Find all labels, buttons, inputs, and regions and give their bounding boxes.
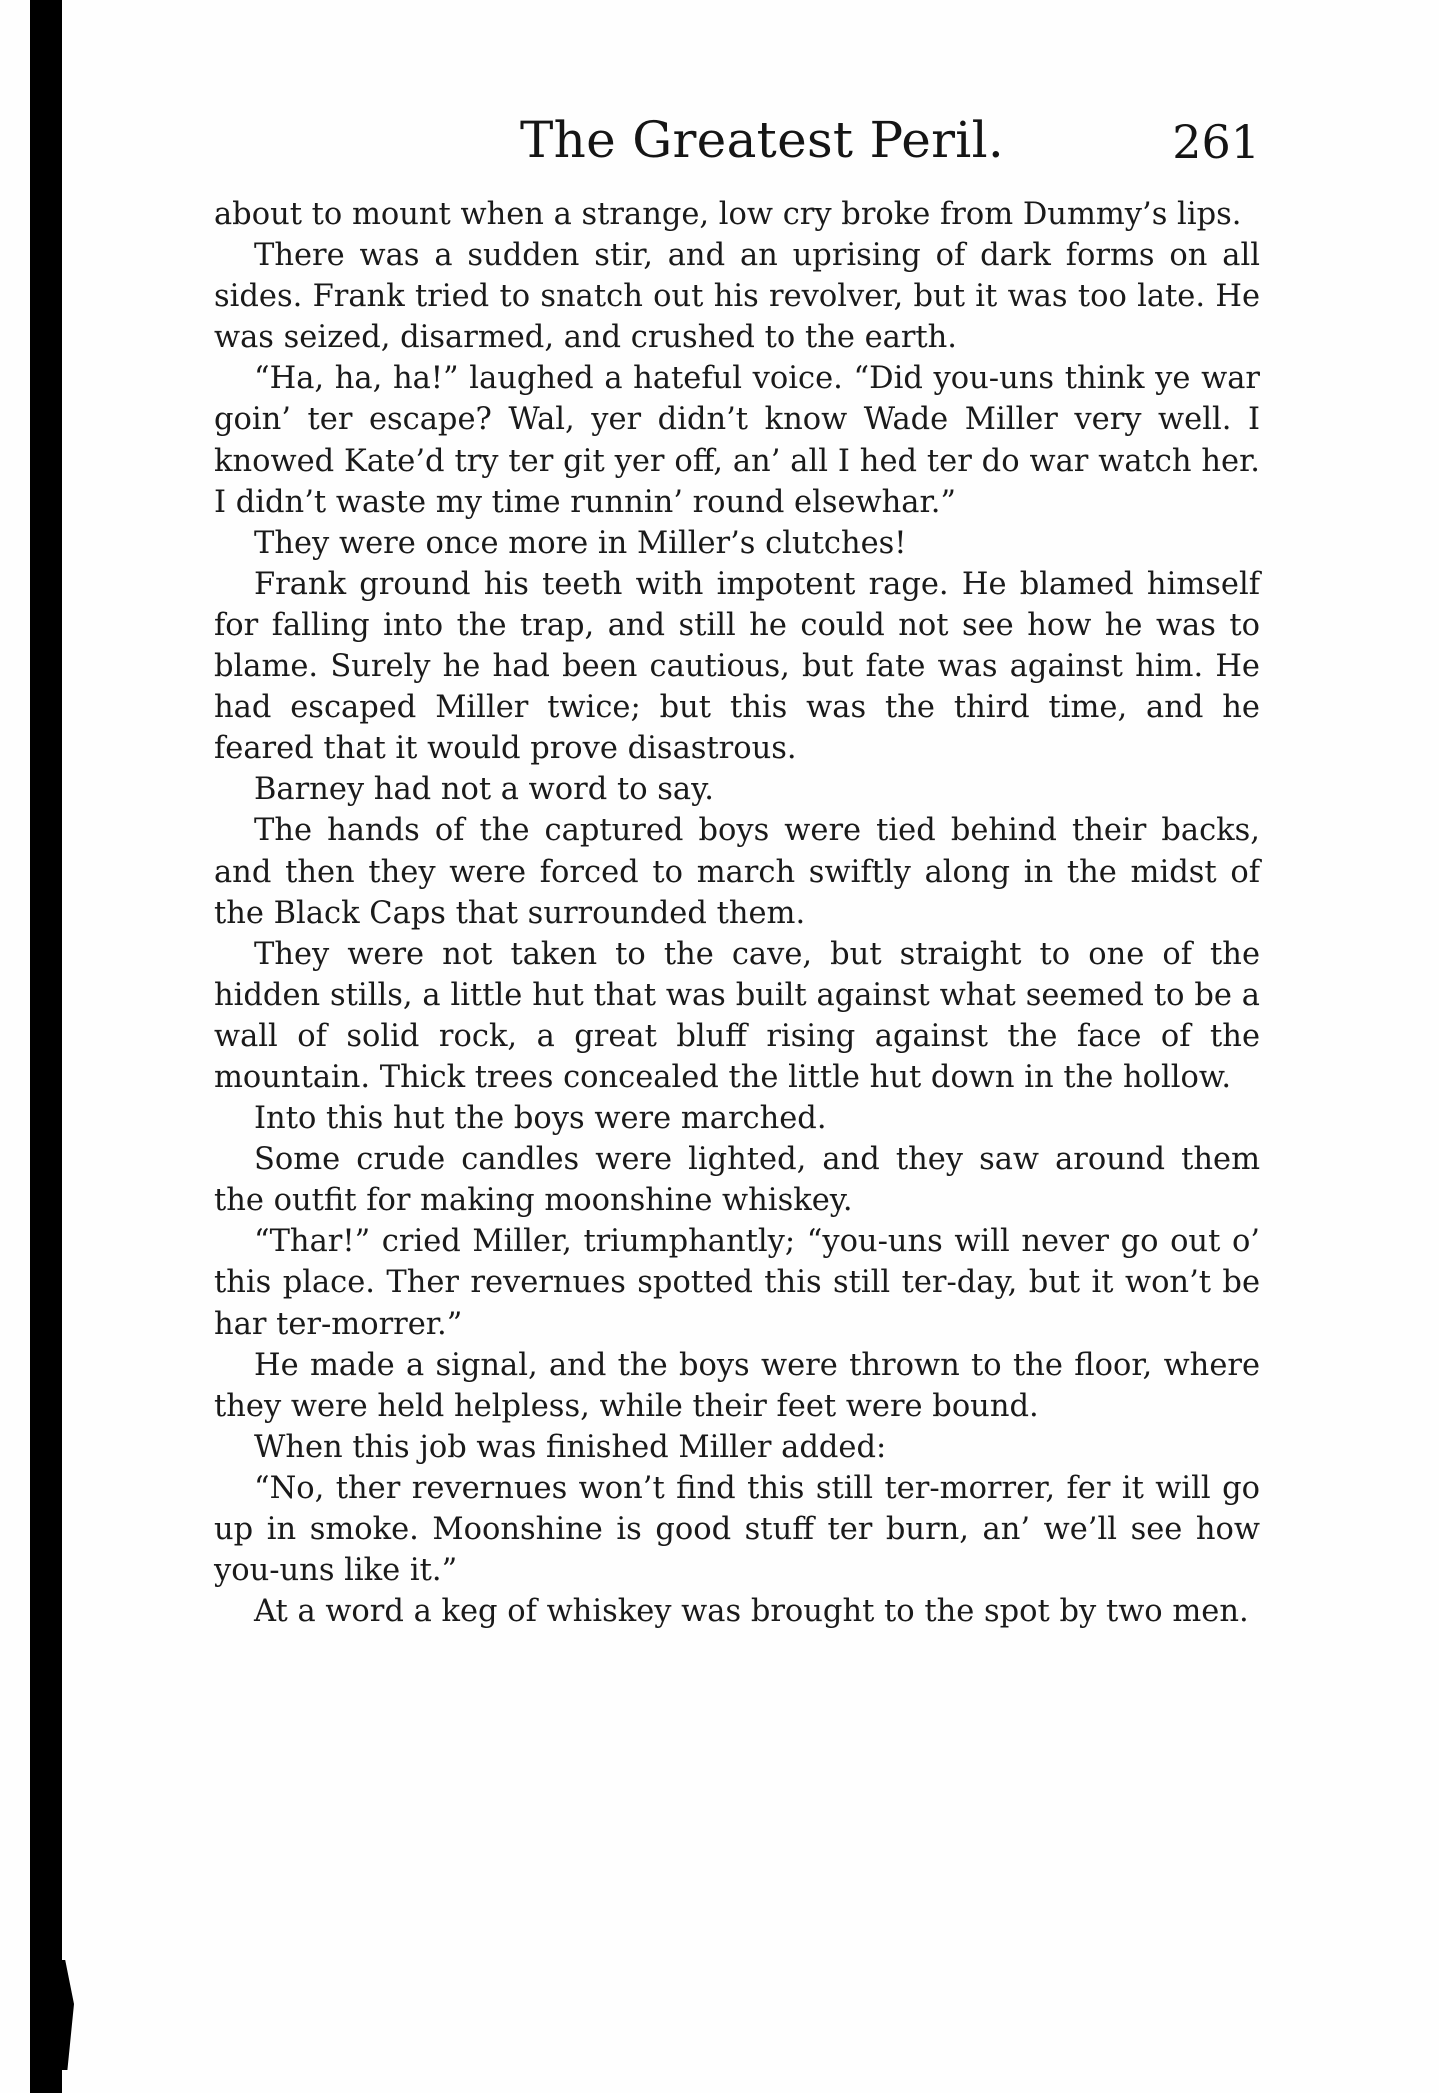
paragraph: Frank ground his teeth with impotent rage. He blamed himself for falling into the trap, and still he could not see how he was to blame. Surely he had been cautious, but fate was against him. He had escaped Miller twice; but this was the third time, and he feared that it would prove disastrous. (214, 566, 1260, 767)
paragraph: They were once more in Miller’s clutches! (254, 525, 907, 561)
paragraph: “Ha, ha, ha!” laughed a hateful voice. “Did you-uns think ye war goin’ ter escape? Wal, yer didn’t know Wade Miller very well. I knowed Kate’d try ter git yer off, an’ all I hed ter do war watch her. I didn’t waste my time runnin’ round elsewhar.” (214, 361, 1260, 520)
paragraph: The hands of the captured boys were tied behind their backs, and then they were forced to march swiftly along in the midst of the Black Caps that surrounded them. (214, 813, 1260, 931)
paragraph: There was a sudden stir, and an uprising of dark forms on all sides. Frank tried to snatch out his revolver, but it was too late. He was seized, disarmed, and crushed to the earth. (214, 238, 1260, 356)
scan-binding-shadow (30, 0, 62, 2093)
page-number: 261 (1172, 115, 1260, 169)
scan-binding-shadow-tail (52, 1960, 74, 2070)
paragraph: “No, ther revernues won’t find this still ter-morrer, fer it will go up in smoke. Moonshine is good stuff ter burn, an’ we’ll see how you-uns like it.” (214, 1470, 1260, 1589)
paragraph: Into this hut the boys were marched. (254, 1101, 827, 1137)
paragraph: about to mount when a strange, low cry broke from Dummy’s lips. (214, 197, 1242, 232)
body-text (214, 194, 1260, 1632)
paragraph: When this job was finished Miller added: (254, 1429, 887, 1465)
running-title: The Greatest Peril. (520, 111, 1005, 169)
paragraph: Barney had not a word to say. (254, 772, 714, 808)
paragraph: They were not taken to the cave, but straight to one of the hidden stills, a little hut that was built against what seemed to be a wall of solid rock, a great bluff rising against the face of the mountain. Thick trees concealed the little hut down in the hollow. (214, 936, 1260, 1095)
paragraph: He made a signal, and the boys were thrown to the floor, where they were held helpless, while their feet were bound. (214, 1347, 1260, 1424)
paragraph: “Thar!” cried Miller, triumphantly; “you-uns will never go out o’ this place. Ther revernues spotted this still ter-day, but it won’t be har ter-morrer.” (214, 1224, 1260, 1342)
paragraph: At a word a keg of whiskey was brought to the spot by two men. (254, 1594, 1249, 1630)
paragraph: Some crude candles were lighted, and they saw around them the outfit for making moonshine whiskey. (214, 1142, 1260, 1219)
page-header (214, 108, 1260, 178)
